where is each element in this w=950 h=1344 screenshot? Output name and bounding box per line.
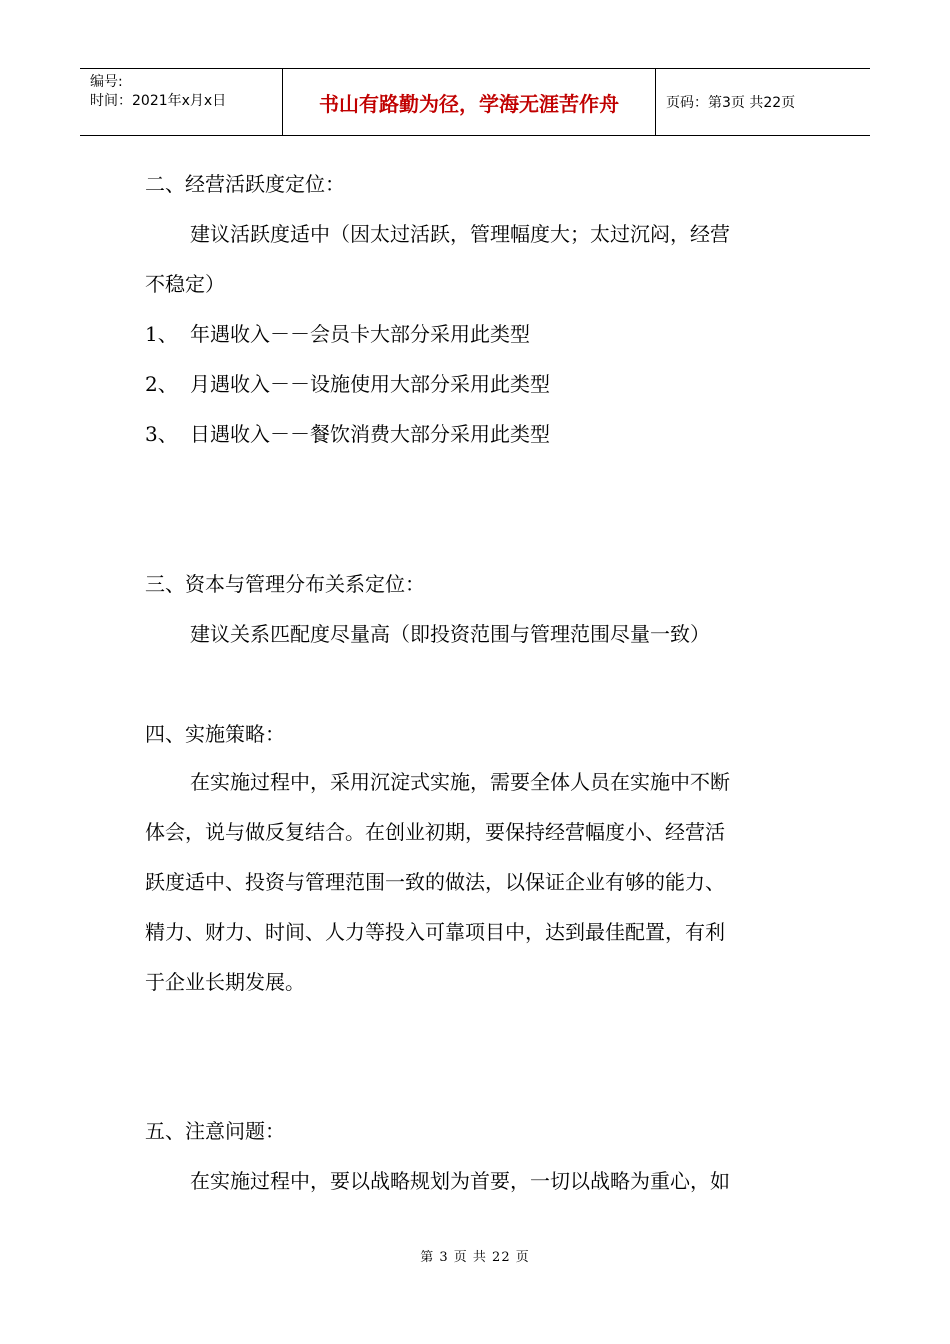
list-item-number: 1、 (145, 322, 178, 346)
list-item (145, 320, 530, 348)
section2-heading: 二、经营活跃度定位： (145, 172, 345, 196)
date-label: 时间：2021年x月x日 (90, 93, 227, 109)
code-label: 编号: (90, 74, 123, 90)
section4-line: 精力、财力、时间、人力等投入可靠项目中，达到最佳配置，有利 (145, 920, 725, 944)
section4-heading: 四、实施策略： (145, 722, 285, 746)
document-header (80, 68, 870, 136)
section2-para-line1: 建议活跃度适中（因太过活跃，管理幅度大；太过沉闷，经营 (190, 222, 730, 246)
page-footer: 第 3 页 共 22 页 (420, 1250, 530, 1265)
header-page-info: 页码：第3页 共22页 (666, 95, 796, 111)
header-motto: 书山有路勤为径，学海无涯苦作舟 (282, 69, 656, 135)
list-item (145, 420, 550, 448)
section4-line: 在实施过程中，采用沉淀式实施，需要全体人员在实施中不断 (190, 770, 730, 794)
list-item-text: 日遇收入－－餐饮消费大部分采用此类型 (190, 422, 550, 446)
section5-heading: 五、注意问题： (145, 1119, 285, 1143)
list-item-text: 年遇收入－－会员卡大部分采用此类型 (190, 322, 530, 346)
section3-heading: 三、资本与管理分布关系定位： (145, 572, 425, 596)
list-item-text: 月遇收入－－设施使用大部分采用此类型 (190, 372, 550, 396)
section4-line: 跃度适中、投资与管理范围一致的做法，以保证企业有够的能力、 (145, 870, 725, 894)
section3-para: 建议关系匹配度尽量高（即投资范围与管理范围尽量一致） (190, 622, 710, 646)
section4-line: 体会，说与做反复结合。在创业初期，要保持经营幅度小、经营活 (145, 820, 725, 844)
section4-line: 于企业长期发展。 (145, 970, 305, 994)
list-item-number: 3、 (145, 422, 178, 446)
section2-para-line2: 不稳定） (145, 272, 225, 296)
section5-line1: 在实施过程中，要以战略规划为首要，一切以战略为重心，如 (190, 1169, 730, 1193)
header-meta (80, 69, 282, 135)
list-item-number: 2、 (145, 372, 178, 396)
list-item (145, 370, 550, 398)
